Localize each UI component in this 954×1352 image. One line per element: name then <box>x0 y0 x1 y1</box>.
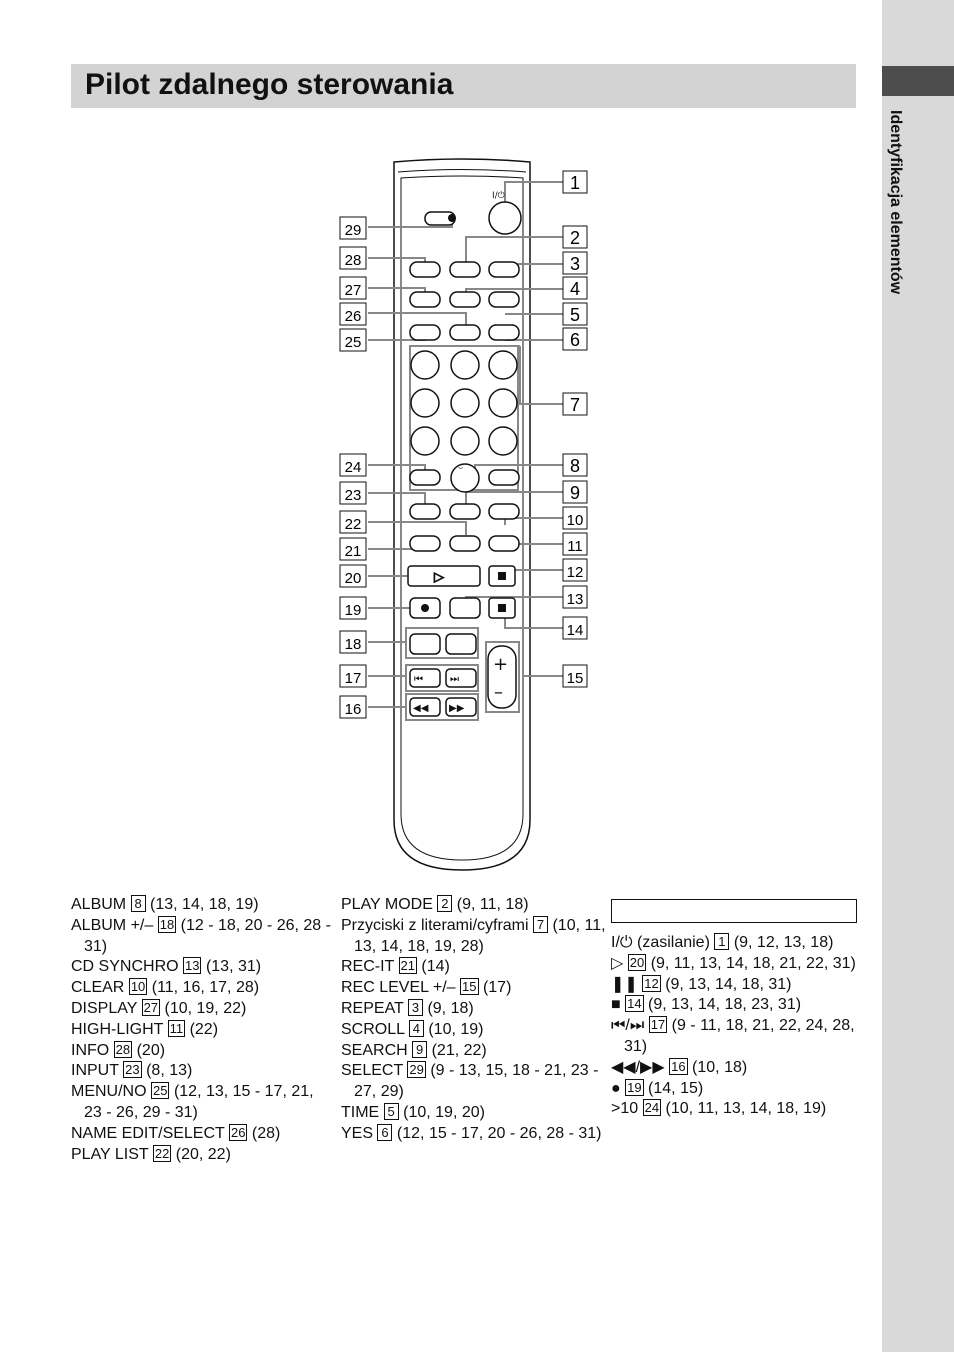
page-title: Pilot zdalnego sterowania <box>85 68 454 101</box>
entry-number-box: 3 <box>408 999 423 1016</box>
index-entry <box>611 1058 871 1079</box>
svg-text:24: 24 <box>344 459 362 476</box>
entry-number-box: 9 <box>412 1041 427 1058</box>
remote-buttons <box>408 202 521 716</box>
svg-text:23: 23 <box>344 487 362 504</box>
entry-pages: (13, 14, 18, 19) <box>150 896 259 913</box>
entry-label: ● <box>611 1079 621 1097</box>
index-entry <box>341 895 611 916</box>
entry-pages: (11, 16, 17, 28) <box>151 979 260 997</box>
entry-number-box: 27 <box>143 999 159 1015</box>
entry-pages: (12, 13, 15 - 17, 21, 23 - 26, 29 - 31) <box>84 1083 314 1121</box>
svg-text:I/⏻: I/⏻ <box>492 191 505 201</box>
entry-label: ⏮/⏭ <box>611 1017 645 1035</box>
callout-1 <box>563 171 587 193</box>
svg-text:8: 8 <box>569 456 581 476</box>
entry-pages: (9, 13, 14, 18, 23, 31) <box>648 996 802 1014</box>
index-entry <box>71 1145 331 1166</box>
callout-27 <box>340 277 366 299</box>
index-entry <box>341 1020 611 1041</box>
entry-number-box: 16 <box>671 1058 686 1074</box>
entry-number-box: 17 <box>650 1017 666 1033</box>
entry-number-box: 18 <box>159 916 175 932</box>
entry-pages: (9, 12, 13, 18) <box>733 934 834 951</box>
index-entry <box>71 999 331 1020</box>
callout-10 <box>563 507 587 529</box>
callout-16 <box>340 696 366 718</box>
entry-pages: (8, 13) <box>146 1062 193 1080</box>
index-entry <box>341 999 611 1020</box>
callout-29 <box>340 217 366 239</box>
callout-22 <box>340 511 366 533</box>
svg-text:18: 18 <box>344 636 362 653</box>
index-entry <box>71 916 331 958</box>
entry-pages: (9 - 13, 15, 18 - 21, 23 - 27, 29) <box>354 1062 599 1101</box>
callout-6 <box>563 328 587 350</box>
entry-label: REPEAT <box>341 999 404 1017</box>
svg-text:13: 13 <box>566 591 584 608</box>
entry-number-box: 14 <box>627 996 642 1012</box>
index-entry <box>71 1082 331 1124</box>
entry-number-box: 22 <box>154 1145 170 1161</box>
index-entry <box>341 978 611 999</box>
callout-17 <box>340 665 366 687</box>
entry-number-box: 24 <box>644 1100 660 1116</box>
index-entry <box>611 995 871 1016</box>
svg-text:27: 27 <box>344 282 362 299</box>
index-column-1 <box>71 895 331 1165</box>
index-entry <box>341 1103 611 1124</box>
entry-label: DISPLAY <box>71 999 138 1017</box>
svg-text:1: 1 <box>569 173 581 193</box>
svg-text:▶▶: ▶▶ <box>449 703 465 714</box>
entry-number-box: 2 <box>437 895 452 912</box>
entry-label: PLAY LIST <box>71 1145 149 1163</box>
entry-pages: (22) <box>189 1020 219 1038</box>
callout-3 <box>563 252 587 274</box>
entry-pages: (9 - 11, 18, 21, 22, 24, 28, 31) <box>624 1017 855 1055</box>
entry-pages: (9, 13, 14, 18, 31) <box>665 975 792 993</box>
entry-pages: (13, 31) <box>205 958 262 976</box>
entry-pages: (28) <box>251 1124 281 1142</box>
index-entry <box>611 954 871 975</box>
callout-25 <box>340 329 366 351</box>
entry-label: YES <box>341 1124 374 1142</box>
entry-label: ❚❚ <box>611 975 638 993</box>
entry-label: Przyciski z literami/cyframi <box>341 916 529 934</box>
entry-label: MENU/NO <box>71 1083 147 1101</box>
callout-8 <box>563 454 587 476</box>
callout-24 <box>340 454 366 476</box>
entry-number-box: 7 <box>533 916 548 933</box>
index-entry <box>71 1061 331 1082</box>
svg-text:19: 19 <box>344 602 362 619</box>
side-tab-label: Identyfikacja elementów <box>887 110 904 295</box>
svg-text:4: 4 <box>569 279 581 299</box>
svg-text:⏭: ⏭ <box>450 674 459 685</box>
svg-text:⌣: ⌣ <box>458 463 464 472</box>
remote-control-diagram <box>300 150 640 880</box>
callout-23 <box>340 482 366 504</box>
index-entry <box>71 957 331 978</box>
svg-text:–: – <box>494 682 503 703</box>
entry-number-box: 26 <box>230 1124 246 1140</box>
svg-text:◀◀: ◀◀ <box>413 703 429 714</box>
entry-pages: (21, 22) <box>431 1041 487 1059</box>
index-entry <box>341 1041 611 1062</box>
svg-text:9: 9 <box>569 483 581 503</box>
entry-number-box: 8 <box>131 895 146 912</box>
entry-label: REC LEVEL +/– <box>341 979 456 997</box>
index-entry <box>71 1124 331 1145</box>
callout-26 <box>340 303 366 325</box>
entry-label: TIME <box>341 1103 380 1121</box>
svg-text:25: 25 <box>344 334 362 351</box>
title-bar <box>71 64 856 108</box>
callout-11 <box>563 533 587 555</box>
entry-pages: (10, 19, 22) <box>164 999 247 1017</box>
callout-4 <box>563 277 587 299</box>
callout-15 <box>563 665 587 687</box>
index-entry <box>341 957 611 978</box>
svg-text:▷: ▷ <box>434 570 444 585</box>
index-entry <box>341 916 611 958</box>
svg-text:22: 22 <box>344 516 362 533</box>
entry-label: HIGH-LIGHT <box>71 1020 164 1038</box>
entry-pages: (12, 15 - 17, 20 - 26, 28 - 31) <box>396 1124 602 1142</box>
entry-pages: (10, 19, 20) <box>403 1103 485 1121</box>
entry-pages: (14, 15) <box>648 1079 704 1097</box>
index-entry <box>611 933 871 954</box>
svg-text:+: + <box>493 654 509 675</box>
entry-pages: (12 - 18, 20 - 26, 28 - 31) <box>84 916 331 955</box>
entry-number-box: 20 <box>629 954 645 970</box>
svg-text:3: 3 <box>569 254 581 274</box>
svg-text:12: 12 <box>566 564 584 581</box>
entry-label: ALBUM +/– <box>71 916 154 934</box>
entry-label: ◀◀/▶▶ <box>611 1058 665 1076</box>
entry-pages: (10, 11, 13, 14, 18, 19, 28) <box>354 916 606 955</box>
callout-2 <box>563 226 587 248</box>
index-entry <box>611 1016 871 1058</box>
callout-13 <box>563 586 587 608</box>
callout-21 <box>340 538 366 560</box>
entry-label: I/⏻ (zasilanie) <box>611 934 710 951</box>
callout-5 <box>563 303 587 325</box>
empty-header-box <box>611 899 857 923</box>
svg-text:7: 7 <box>569 395 581 415</box>
index-column-3 <box>611 895 871 1120</box>
entry-number-box: 6 <box>377 1124 392 1141</box>
entry-number-box: 11 <box>169 1020 184 1036</box>
entry-label: CD SYNCHRO <box>71 958 179 976</box>
svg-text:6: 6 <box>569 330 581 350</box>
svg-text:16: 16 <box>344 701 362 718</box>
entry-label: CLEAR <box>71 979 125 997</box>
entry-pages: (9, 11, 13, 14, 18, 21, 22, 31) <box>650 954 856 972</box>
entry-pages: (9, 11, 18) <box>456 896 529 913</box>
entry-number-box: 28 <box>115 1041 131 1057</box>
callout-20 <box>340 565 366 587</box>
entry-pages: (14) <box>421 958 450 976</box>
entry-label: PLAY MODE <box>341 896 433 913</box>
index-entry <box>341 1124 611 1145</box>
entry-label: ■ <box>611 996 621 1014</box>
svg-text:21: 21 <box>344 543 362 560</box>
entry-pages: (10, 11, 13, 14, 18, 19) <box>665 1100 827 1118</box>
callout-7 <box>563 393 587 415</box>
entry-pages: (20) <box>136 1041 166 1059</box>
entry-label: REC-IT <box>341 958 395 976</box>
entry-pages: (10, 18) <box>692 1058 748 1076</box>
svg-text:26: 26 <box>344 308 362 325</box>
entry-number-box: 21 <box>400 958 415 974</box>
entry-number-box: 10 <box>130 979 146 995</box>
index-entry <box>71 978 331 999</box>
svg-text:2: 2 <box>569 228 581 248</box>
side-tab-marker <box>882 66 954 96</box>
entry-pages: (9, 18) <box>427 999 474 1017</box>
index-entry <box>71 1020 331 1041</box>
entry-pages: (20, 22) <box>175 1145 231 1163</box>
entry-pages: (17) <box>482 979 512 997</box>
entry-label: NAME EDIT/SELECT <box>71 1124 225 1142</box>
entry-number-box: 15 <box>462 979 477 995</box>
svg-text:29: 29 <box>344 222 362 239</box>
entry-label: SEARCH <box>341 1041 408 1059</box>
entry-label: ▷ <box>611 954 624 972</box>
entry-number-box: 13 <box>185 958 200 974</box>
entry-number-box: 29 <box>409 1062 424 1078</box>
callout-9 <box>563 481 587 503</box>
svg-text:28: 28 <box>344 252 362 269</box>
index-entry <box>341 1061 611 1103</box>
index-entry <box>611 1099 871 1120</box>
entry-label: SCROLL <box>341 1020 405 1038</box>
callout-12 <box>563 559 587 581</box>
svg-text:11: 11 <box>567 538 583 555</box>
index-column-2 <box>341 895 611 1145</box>
callout-18 <box>340 631 366 653</box>
index-entry <box>71 1041 331 1062</box>
svg-text:10: 10 <box>566 512 584 529</box>
entry-label: >10 <box>611 1100 639 1118</box>
entry-label: SELECT <box>341 1062 403 1080</box>
entry-number-box: 19 <box>627 1079 642 1095</box>
svg-text:⏮: ⏮ <box>414 674 423 685</box>
callout-14 <box>563 617 587 639</box>
callout-28 <box>340 247 366 269</box>
callout-19 <box>340 597 366 619</box>
index-entry <box>611 975 871 996</box>
entry-number-box: 25 <box>153 1083 168 1099</box>
entry-number-box: 4 <box>409 1020 424 1037</box>
index-entry <box>611 1079 871 1100</box>
entry-label: ALBUM <box>71 896 127 913</box>
entry-label: INPUT <box>71 1062 119 1080</box>
svg-text:15: 15 <box>566 670 584 687</box>
svg-text:20: 20 <box>344 570 362 587</box>
entry-pages: (10, 19) <box>428 1020 484 1038</box>
entry-number-box: 23 <box>125 1062 140 1078</box>
entry-number-box: 12 <box>644 975 659 991</box>
index-entry <box>71 895 331 916</box>
svg-text:17: 17 <box>344 670 362 687</box>
entry-number-box: 1 <box>714 933 729 950</box>
entry-number-box: 5 <box>384 1103 399 1120</box>
svg-text:14: 14 <box>566 622 584 639</box>
svg-text:5: 5 <box>569 305 581 325</box>
entry-label: INFO <box>71 1041 110 1059</box>
